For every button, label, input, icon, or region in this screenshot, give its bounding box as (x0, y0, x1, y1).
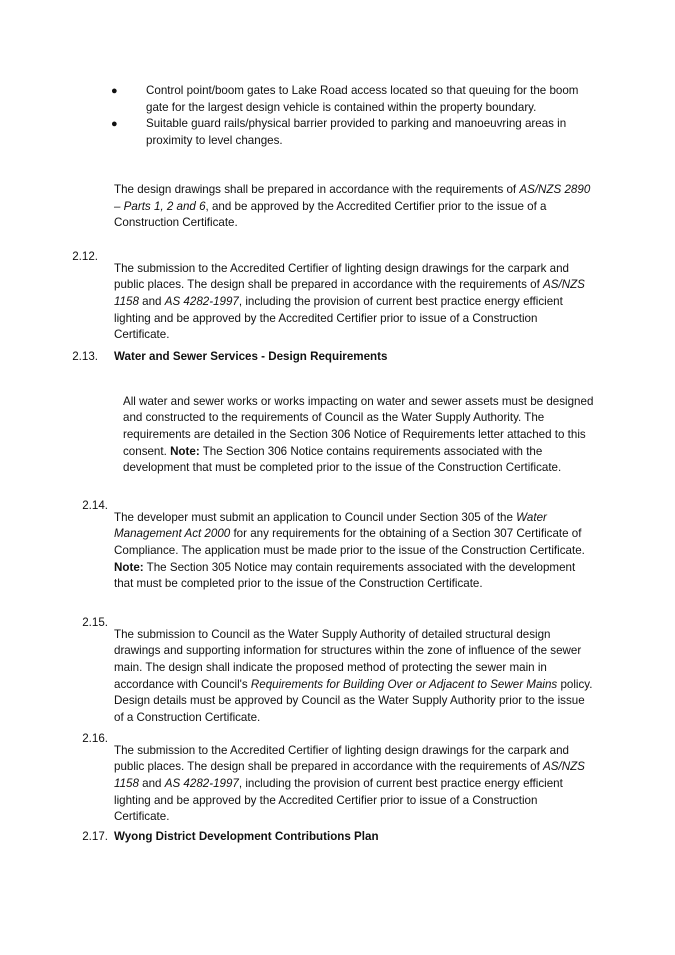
paragraph-text: , including the provision of current best practice energy efficient lighting and be approved by the Accredited Certifier prior to issue of a Construction Certificate. (114, 777, 563, 824)
clause-2-13-text (123, 394, 595, 478)
note-label: Note: (170, 444, 200, 458)
standard-reference: AS 4282-1997 (164, 777, 239, 790)
clause-2-14-text (114, 510, 594, 594)
paragraph-text: The submission to the Accredited Certifier of lighting design drawings for the carpark and public places. The design shall be prepared in accordance with the requirements of (114, 261, 569, 292)
standard-reference: AS/NZS 2890 – Parts 1, 2 and 6 (114, 183, 591, 213)
clause-2-16-text (114, 743, 594, 827)
standard-reference: AS/NZS 1158 (114, 760, 585, 790)
clause-number: 2.17. (82, 830, 108, 843)
paragraph-text: The design drawings shall be prepared in accordance with the requirements of (114, 183, 520, 196)
paragraph-text: The submission to Council as the Water Supply Authority of detailed structural design drawings and supporting information for structures within the zone of influence of the sewer main. The design shall indicate the proposed method of protecting the sewer main in accordance with Council's (114, 627, 582, 691)
paragraph-text: The developer must submit an application to Council under Section 305 of the (114, 510, 517, 524)
act-reference: Water Management Act 2000 (114, 510, 547, 541)
bullet-list (111, 83, 601, 150)
standard-reference: AS 4282-1997 (164, 295, 239, 308)
design-standards-paragraph (114, 182, 594, 232)
policy-reference: Requirements for Building Over or Adjacent to Sewer Mains (250, 677, 558, 691)
paragraph-text: All water and sewer works or works impacting on water and sewer assets must be designed and constructed to the requirements of Council as the Water Supply Authority. The requirements are detailed in the Section 306 Notice of Requirements letter attached to this consent. (123, 394, 594, 458)
paragraph-text: The submission to the Accredited Certifier of lighting design drawings for the carpark and public places. The design shall be prepared in accordance with the requirements of (114, 743, 569, 774)
paragraph-text: and (138, 295, 165, 308)
clause-2-13-heading: Water and Sewer Services - Design Requirements (114, 350, 388, 363)
paragraph-text: policy. Design details must be approved by Council as the Water Supply Authority prior to the issue of a Construction Certificate. (114, 677, 593, 725)
paragraph-text: , including the provision of current best practice energy efficient lighting and be approved by the Accredited Certifier prior to issue of a Construction Certificate. (114, 295, 563, 342)
clause-2-17-heading: Wyong District Development Contributions Plan (114, 830, 379, 843)
clause-number: 2.12. (72, 250, 98, 263)
paragraph-text: The Section 306 Notice contains requirements associated with the development that must be completed prior to the issue of the Construction Certificate. (123, 444, 562, 475)
paragraph-text: The Section 305 Notice may contain requirements associated with the development that must be completed prior to the issue of the Construction Certificate. (114, 560, 576, 591)
bullet-item (111, 116, 601, 149)
bullet-text: Control point/boom gates to Lake Road access located so that queuing for the boom gate for the largest design vehicle is contained within the property boundary. (146, 84, 579, 114)
clause-number: 2.14. (82, 499, 108, 512)
paragraph-text: and (138, 777, 165, 790)
clause-number: 2.15. (82, 616, 108, 629)
clause-2-15-text (114, 627, 594, 727)
clause-2-12-text (114, 261, 594, 345)
bullet-text: Suitable guard rails/physical barrier provided to parking and manoeuvring areas in proximity to level changes. (146, 117, 567, 148)
note-label: Note: (114, 560, 144, 574)
clause-number: 2.16. (82, 732, 108, 745)
bullet-item (111, 83, 601, 116)
bullet-dot-icon: ● (111, 85, 118, 97)
clause-number: 2.13. (72, 350, 98, 363)
bullet-dot-icon: ● (111, 118, 118, 131)
standard-reference: AS/NZS 1158 (114, 278, 585, 308)
paragraph-text: for any requirements for the obtaining of a Section 307 Certificate of Compliance. The application must be made prior to the issue of the Construction Certificate. (114, 527, 585, 557)
paragraph-text: , and be approved by the Accredited Certifier prior to the issue of a Construction Certificate. (114, 199, 547, 230)
